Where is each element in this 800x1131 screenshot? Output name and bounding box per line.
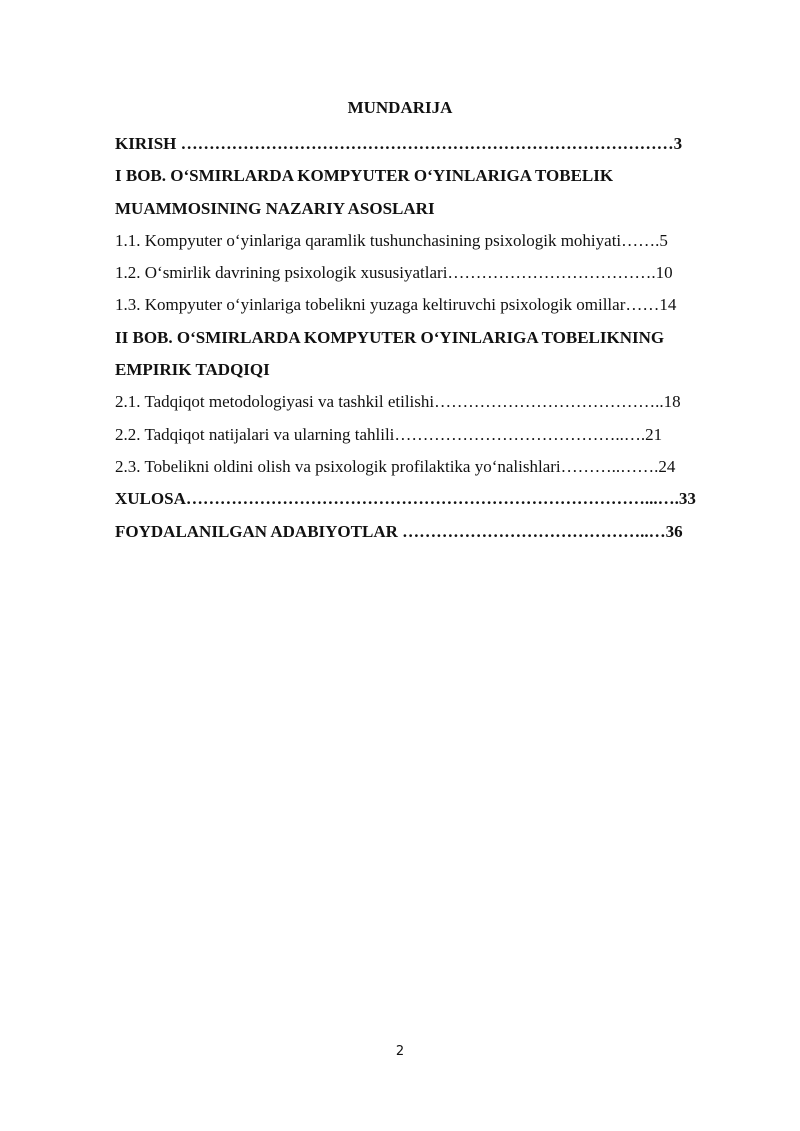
toc-entry-kirish: KIRISH ……………………………………………………………………………3 bbox=[115, 134, 683, 153]
toc-entry-chapter-1-line-1: I BOB. O‘SMIRLARDA KOMPYUTER O‘YINLARIGA TOBELIK bbox=[115, 166, 614, 186]
table-of-contents bbox=[115, 128, 755, 548]
toc-entry-xulosa: XULOSA………………………………………………………………………...….33 bbox=[115, 489, 696, 509]
toc-entry-chapter-1-line-2: MUAMMOSINING NAZARIY ASOSLARI bbox=[115, 198, 435, 218]
toc-entry-chapter-2-line-2: EMPIRIK TADQIQI bbox=[115, 360, 270, 380]
toc-entry-1-1: 1.1. Kompyuter o‘yinlariga qaramlik tushunchasining psixologik mohiyati…….5 bbox=[115, 230, 668, 250]
toc-entry-chapter-2-line-1: II BOB. O‘SMIRLARDA KOMPYUTER O‘YINLARIGA TOBELIKNING bbox=[115, 327, 665, 347]
toc-entry-2-3: 2.3. Tobelikni oldini olish va psixologik profilaktika yo‘nalishlari………..…….24 bbox=[115, 456, 676, 476]
page-title: MUNDARIJA bbox=[347, 98, 453, 117]
toc-entry-2-2: 2.2. Tadqiqot natijalari va ularning tahlili…………………………………..….21 bbox=[115, 424, 663, 444]
toc-entry-1-3: 1.3. Kompyuter o‘yinlariga tobelikni yuzaga keltiruvchi psixologik omillar……14 bbox=[115, 295, 677, 315]
page-number: 2 bbox=[395, 1044, 405, 1059]
toc-entry-2-1: 2.1. Tadqiqot metodologiyasi va tashkil etilishi…………………………………..18 bbox=[115, 392, 681, 412]
toc-entry-references: FOYDALANILGAN ADABIYOTLAR ……………………………………..…36 bbox=[115, 521, 683, 541]
toc-entry-1-2: 1.2. O‘smirlik davrining psixologik xususiyatlari……………………………….10 bbox=[115, 263, 673, 283]
